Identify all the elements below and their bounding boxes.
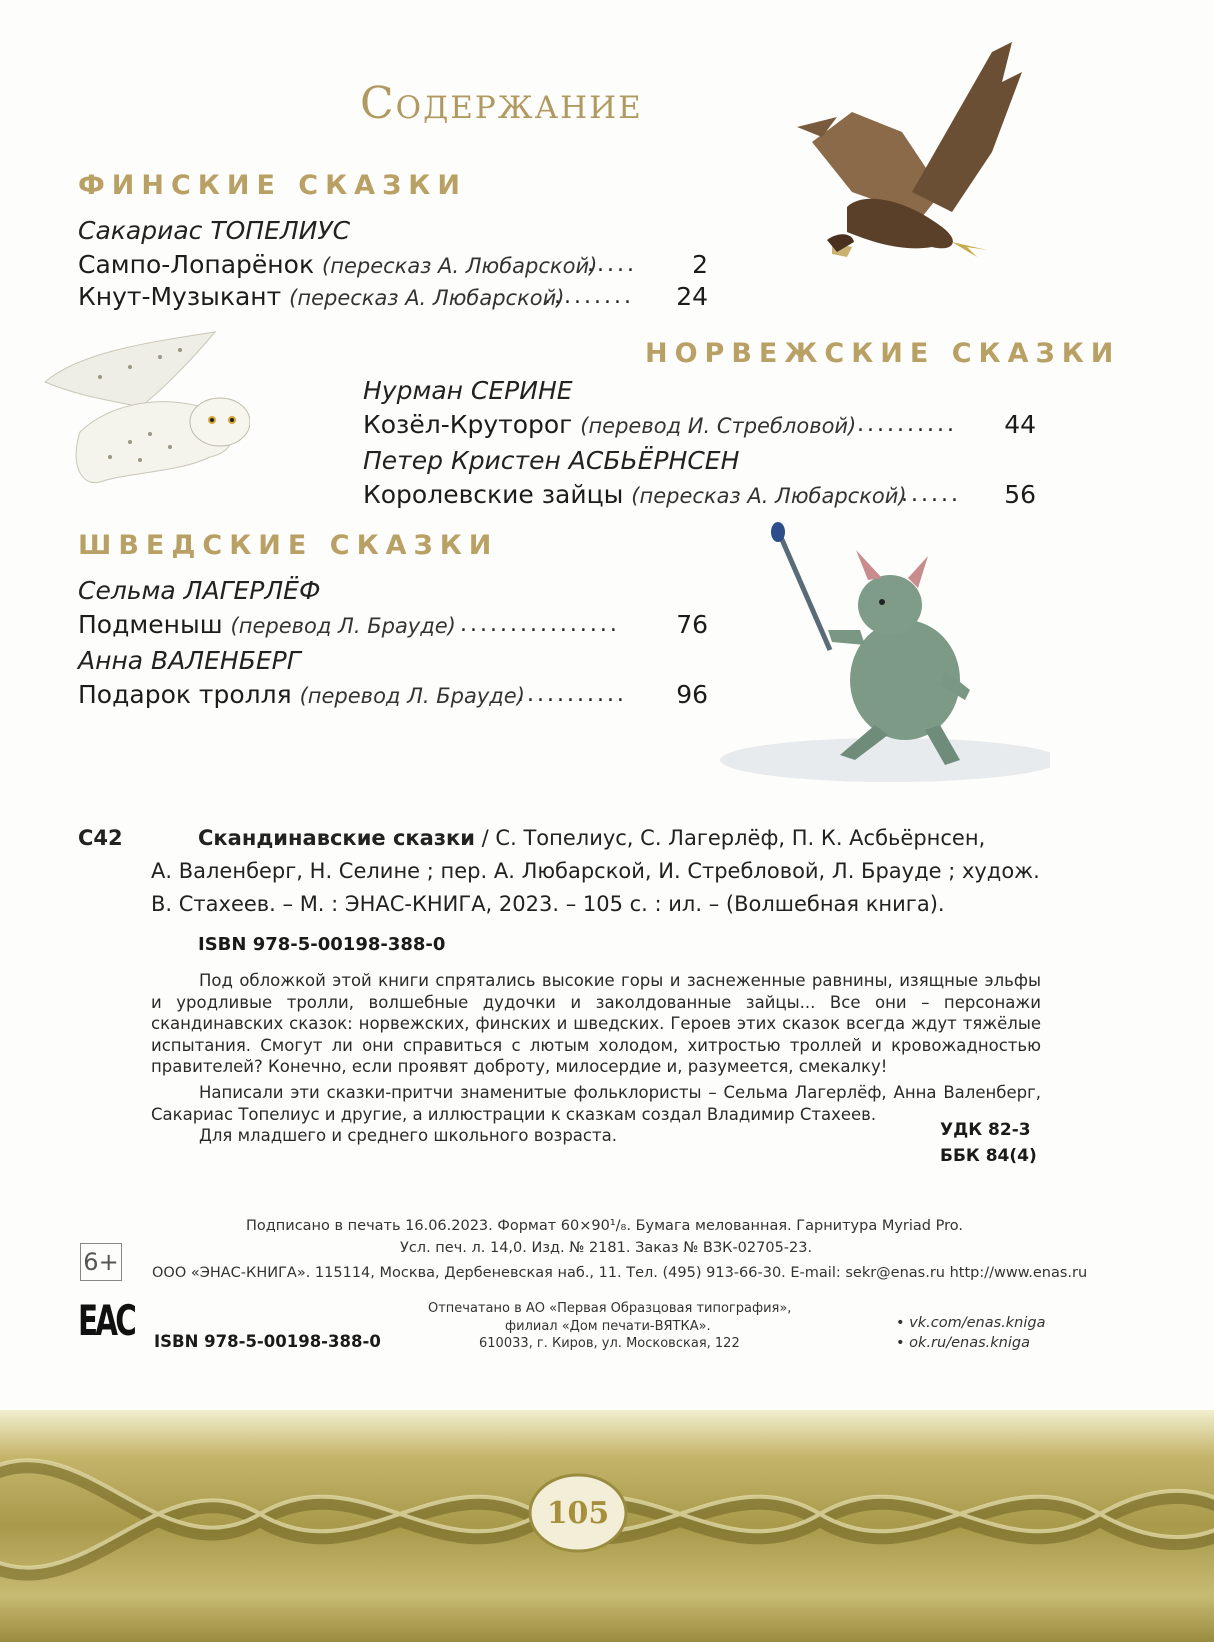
vk-link-text: vk.com/enas.kniga <box>909 1315 1046 1331</box>
toc-entry[interactable] <box>363 480 907 509</box>
leader-dots: ........... <box>517 682 627 707</box>
entry-title: Подарок тролля <box>78 680 292 709</box>
book-title: Скандинавские сказки <box>198 826 475 850</box>
page-ref: 24 <box>676 282 708 311</box>
leader-dots: ................ <box>460 612 620 637</box>
biblio-line-2: А. Валенберг, Н. Селине ; пер. А. Любарской, И. Стребловой, Л. Брауде ; худож. <box>151 859 1040 883</box>
imprint-line-2: Усл. печ. л. 14,0. Изд. № 2181. Заказ № ВЗК-02705-23. <box>400 1240 813 1256</box>
troll-illustration <box>660 520 1050 790</box>
entry-note: (пересказ А. Любарской) <box>322 254 598 278</box>
eagle-illustration <box>792 42 1042 292</box>
toc-entry[interactable] <box>78 610 456 639</box>
section-heading-finnish: ФИНСКИЕ СКАЗКИ <box>78 170 467 201</box>
author-valenberg: Анна ВАЛЕНБЕРГ <box>78 646 301 675</box>
isbn: ISBN 978-5-00198-388-0 <box>198 934 446 955</box>
biblio-line-1 <box>198 822 985 855</box>
ok-link-text: ok.ru/enas.kniga <box>909 1335 1030 1351</box>
leader-dots: .......... <box>857 412 957 437</box>
page-ref: 56 <box>1004 480 1036 509</box>
author-serine: Нурман СЕРИНЕ <box>363 376 573 405</box>
entry-title: Козёл-Круторог <box>363 410 573 439</box>
printer-line-1: Отпечатано в АО «Первая Образцовая типография», <box>428 1301 792 1316</box>
ok-link[interactable] <box>896 1335 1030 1351</box>
owl-illustration <box>40 322 250 494</box>
toc-entry[interactable] <box>78 282 564 311</box>
entry-note: (пересказ А. Любарской) <box>631 484 907 508</box>
entry-note: (перевод И. Стребловой) <box>580 414 857 438</box>
page-number: 105 <box>546 1496 610 1531</box>
leader-dots: ..... <box>587 252 637 277</box>
entry-title: Кнут-Музыкант <box>78 282 282 311</box>
leader-dots: ...... <box>901 482 961 507</box>
section-heading-swedish: ШВЕДСКИЕ СКАЗКИ <box>78 530 499 561</box>
page-ref: 44 <box>1004 410 1036 439</box>
isbn-bottom: ISBN 978-5-00198-388-0 <box>154 1332 381 1351</box>
annotation-paragraph-2: Написали эти сказки-притчи знаменитые фольклористы – Сельма Лагерлёф, Анна Валенберг, Сакариас Топелиус и другие, а иллюстрации к сказкам создал Владимир Стахеев. <box>151 1083 1041 1124</box>
annotation-paragraph-1: Под обложкой этой книги спрятались высокие горы и заснеженные равнины, изящные эльфы и уродливые тролли, волшебные дудочки и заколдованные зайцы... Все они – персонажи скандинавских сказок: норвежских, финских и шведских. Героев этих сказок всегда ждут тяжёлые испытания. Смогут ли они справиться с лютым холодом, хитростью троллей и кровожадностью правителей? Конечно, если проявят доброту, милосердие и, разумеется, смекалку! <box>151 971 1041 1076</box>
page-ref: 76 <box>676 610 708 639</box>
author-lagerlof: Сельма ЛАГЕРЛЁФ <box>78 576 321 605</box>
knotwork-border <box>0 1410 1214 1642</box>
entry-note: (пересказ А. Любарской) <box>289 286 565 310</box>
printer-line-2: филиал «Дом печати-ВЯТКА». <box>505 1319 711 1334</box>
bbk: ББК 84(4) <box>940 1146 1037 1166</box>
vk-link[interactable] <box>896 1315 1045 1331</box>
udk: УДК 82-3 <box>940 1120 1031 1140</box>
toc-entry[interactable] <box>363 410 856 439</box>
section-heading-norwegian: НОРВЕЖСКИЕ СКАЗКИ <box>645 338 1121 369</box>
annotation-paragraph-3: Для младшего и среднего школьного возраста. <box>199 1126 617 1145</box>
biblio-authors: / С. Топелиус, С. Лагерлёф, П. К. Асбьёрнсен, <box>475 826 986 850</box>
author-asbjornsen: Петер Кристен АСБЬЁРНСЕН <box>363 446 740 475</box>
imprint-line-3: ООО «ЭНАС-КНИГА». 115114, Москва, Дербеневская наб., 11. Тел. (495) 913-66-30. E-mail: sekr@enas.ru http://www.enas.ru <box>152 1265 1088 1281</box>
toc-entry[interactable] <box>78 680 525 709</box>
entry-title: Подменыш <box>78 610 223 639</box>
age-rating-badge: 6+ <box>80 1243 122 1281</box>
entry-note: (перевод Л. Брауде) <box>230 614 456 638</box>
imprint-line-1: Подписано в печать 16.06.2023. Формат 60×90¹/₈. Бумага мелованная. Гарнитура Myriad Pro. <box>246 1218 963 1234</box>
biblio-line-3: В. Стахеев. – М. : ЭНАС-КНИГА, 2023. – 105 с. : ил. – (Волшебная книга). <box>151 892 945 916</box>
author-topelius: Сакариас ТОПЕЛИУС <box>78 216 351 245</box>
page-title: Содержание <box>360 78 643 129</box>
page-ref: 96 <box>676 680 708 709</box>
printer-line-3: 610033, г. Киров, ул. Московская, 122 <box>479 1336 740 1351</box>
eac-logo: EAC <box>78 1296 135 1345</box>
entry-note: (перевод Л. Брауде) <box>299 684 525 708</box>
bullet: • <box>896 1335 905 1351</box>
toc-entry[interactable] <box>78 250 597 279</box>
page-ref: 2 <box>692 250 708 279</box>
bullet: • <box>896 1315 905 1331</box>
leader-dots: ......... <box>544 284 634 309</box>
catalog-code: С42 <box>78 826 123 850</box>
entry-title: Сампо-Лопарёнок <box>78 250 315 279</box>
entry-title: Королевские зайцы <box>363 480 624 509</box>
